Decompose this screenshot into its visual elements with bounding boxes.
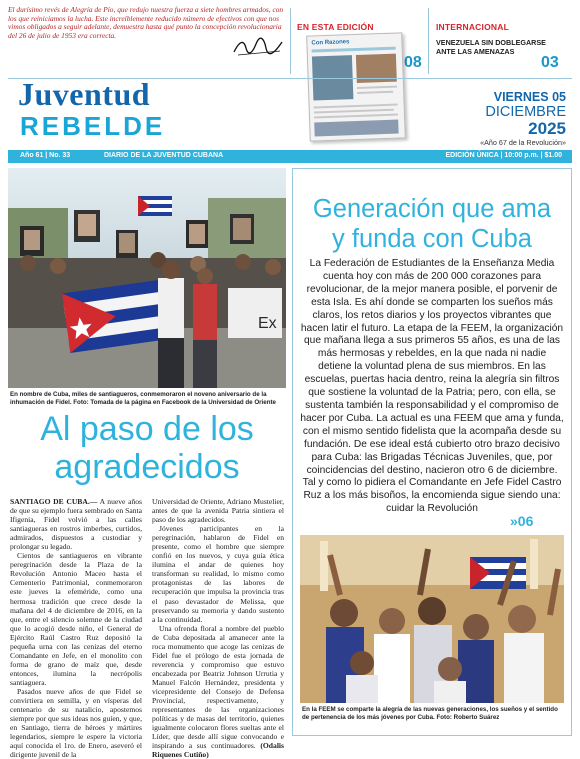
- headline-line: agradecidos: [54, 448, 240, 486]
- headline-line: Generación que ama: [312, 195, 552, 223]
- headline-agradecidos[interactable]: [8, 410, 286, 486]
- international-headline[interactable]: VENEZUELA SIN DOBLEGARSE ANTE LAS AMENAZAS: [436, 38, 546, 56]
- thumbnail-text: [357, 91, 393, 94]
- signature-icon: [232, 36, 284, 58]
- divider: [290, 8, 291, 74]
- year-motto: «Año 67 de la Revolución»: [480, 138, 566, 147]
- article-column-2: [152, 497, 284, 759]
- logo-rebelde[interactable]: REBELDE: [20, 111, 166, 141]
- fidel-quote: [8, 6, 286, 40]
- headline-line: y funda con Cuba: [332, 225, 532, 253]
- headline-generacion[interactable]: [296, 194, 568, 254]
- march-photo: [8, 168, 286, 388]
- date-weekday: VIERNES 05: [493, 90, 566, 104]
- thumbnail-bar: [312, 47, 396, 53]
- date-month: DICIEMBRE: [485, 104, 566, 120]
- thumbnail-text: [314, 114, 398, 119]
- students-photo-illustration: [300, 535, 564, 703]
- headline-line: Al paso de los: [40, 410, 254, 448]
- author-signature: (Odalis Riquenes Cutiño): [152, 741, 284, 759]
- divider: [428, 8, 429, 74]
- date-year: 2025: [528, 119, 566, 138]
- edition-thumbnail[interactable]: [306, 32, 406, 141]
- fidel-quote-text: El durísimo revés de Alegría de Pío, que redujo nuestra fuerza a siete hombres armados, con los que reiniciamos la lucha. Este increíblemente reducido número de efectivos con que nos vimos obligados a seguir adelante, demuestra hasta qué punto la concepción revolucionaria del 26 de julio de 1953 era correcta.: [8, 5, 284, 40]
- international-label: INTERNACIONAL: [436, 22, 509, 32]
- paper-tagline: DIARIO DE LA JUVENTUD CUBANA: [104, 152, 224, 159]
- article-paragraph: Pasados nueve años de que Fidel se convirtiera en semilla, y en vísperas del centenario de su natalicio, apostemos siempre por que sus ideas nos guíen, y que, en Santiago, tierra de héroes y mártires legendarios, siempre le espere la victoria aquí conocida el 1ro. de Enero, aseveró el dirigente juvenil de la: [10, 686, 142, 759]
- thumbnail-text: [314, 104, 398, 109]
- students-photo: [300, 535, 564, 703]
- info-bar: [8, 150, 572, 163]
- article-paragraph: Jóvenes participantes en la peregrinación, hablaron de Fidel en presente, como el hombre que siempre confió en los nuevos, y cuya guía ética ilumina el andar de quienes hoy transforman su realidad, lo mismo como protagonistas de las labores de recuperación que impulsa la provincia tras el paso devastador de Melissa, que preservando su memoria y dando sustento a la continuidad.: [152, 524, 284, 624]
- article-column-1: [10, 497, 142, 759]
- thumbnail-masthead: Con Razones: [311, 39, 350, 47]
- edition-info: EDICIÓN ÚNICA | 10:00 p.m. | $1.00: [445, 152, 562, 159]
- march-photo-illustration: [8, 168, 286, 388]
- article-paragraph: Universidad de Oriente, Adriano Mustelier, antes de que la avenida Patria sintiera el paso de los agradecidos.: [152, 497, 284, 525]
- in-this-edition-label: EN ESTA EDICIÓN: [297, 22, 374, 32]
- article-paragraph: Cientos de santiagueros en vibrante peregrinación desde la Plaza de la Revolución Antonio Maceo hasta el Cementerio Patrimonial, conmemoraron este jueves la efeméride, como una hermosa tradición que crece desde la mañana del 4 de diciembre de 2016, en la que, entre el silencio solemne de la ciudad que lo acogió desde niño, el General de Ejército Raúl Castro Ruz depositó la pequeña urna con las cenizas del eterno Comandante en Jefe, en el monolito con forma de grano de maíz que, desde entonces, ilumina la necrópolis santiaguera.: [10, 551, 142, 687]
- march-photo-caption: En nombre de Cuba, miles de santiagueros, conmemoraron el noveno aniversario de la inhumación de Fidel. Foto: Tomada de la página en Facebook de la Universidad de Oriente: [10, 391, 276, 406]
- feature-intro: La Federación de Estudiantes de la Enseñanza Media cuenta hoy con más de 200 000 corazones para revolucionar, de la mejor manera posible, el porvenir de esta Isla. Es ahí donde se comparten los sueños más claros, los retos diarios y los proyectos vibrantes que hacen latir el futuro. La etapa de la FEEM, la organización que mañana llega a sus primeros 55 años, es una de las más hermosas y rebeldes, en la que nada ni nadie detiene la voluntad plena de sus miembros. En las escuelas, puertas hacia dentro, reina la alegría sin filtros que sostiene la voluntad de la Patria; pero, con ella, se sustenta también la responsabilidad y el compromiso de hacer por Cuba. La actual es una FEEM que ama y funda, con el mismo sentido fidelista que la acompaña desde su fundación. De ese ideal está cubierto otro brazo decisivo para Cuba: las Brigadas Técnicas Juveniles, que, por coincidencias del destino, nacieron otro 6 de diciembre. Tal y como lo pidiera el Comandante en Jefe Fidel Castro Ruz a los más bisoños, la encomienda sigue siendo una: cuidar la Revolución: [300, 258, 564, 515]
- thumbnail-photo: [314, 120, 398, 137]
- issue-number: Año 61 | No. 33: [20, 152, 71, 159]
- in-this-edition-page[interactable]: 08: [404, 54, 422, 71]
- svg-text:Ex: Ex: [258, 315, 277, 332]
- continue-page-link[interactable]: »06: [510, 513, 534, 529]
- international-page[interactable]: 03: [541, 54, 559, 71]
- thumbnail-text: [314, 109, 394, 114]
- article-paragraph: Una ofrenda floral a nombre del pueblo de Cuba depositada al amanecer ante la roca monumento que acoge las cenizas de Fidel fue el prólogo de esta jornada de reverencia y compromiso que estuvo encabezada por Beatriz Johnson Urrutia y Manuel Falcón Hernández, presidenta y vicepresidente del Consejo de Defensa Provincial, respectivamente, y representantes de las organizaciones políticas y de masas del territorio, quienes igualmente colocaron flores sueltas ante el Líder, que desde allí sigue convocando e inspirando a sus continuadores. (Odalis Riquenes Cutiño): [152, 623, 284, 759]
- article-paragraph: SANTIAGO DE CUBA.— A nueve años de que su ejemplo fuera sembrado en Santa Ifigenia, Fidel volvió a las calles santiagueras en rostros imberbes, curtidos, admirados, dispuestos a custodiar y prolongar su legado.: [10, 497, 142, 552]
- dateline: SANTIAGO DE CUBA.—: [10, 497, 98, 506]
- students-photo-caption: En la FEEM se comparte la alegría de las nuevas generaciones, los sueños y el sentido de pertenencia de los más jóvenes por Cuba. Foto: Roberto Suárez: [302, 706, 558, 721]
- thumbnail-text: [357, 86, 397, 89]
- logo-juventud[interactable]: Juventud: [18, 76, 151, 112]
